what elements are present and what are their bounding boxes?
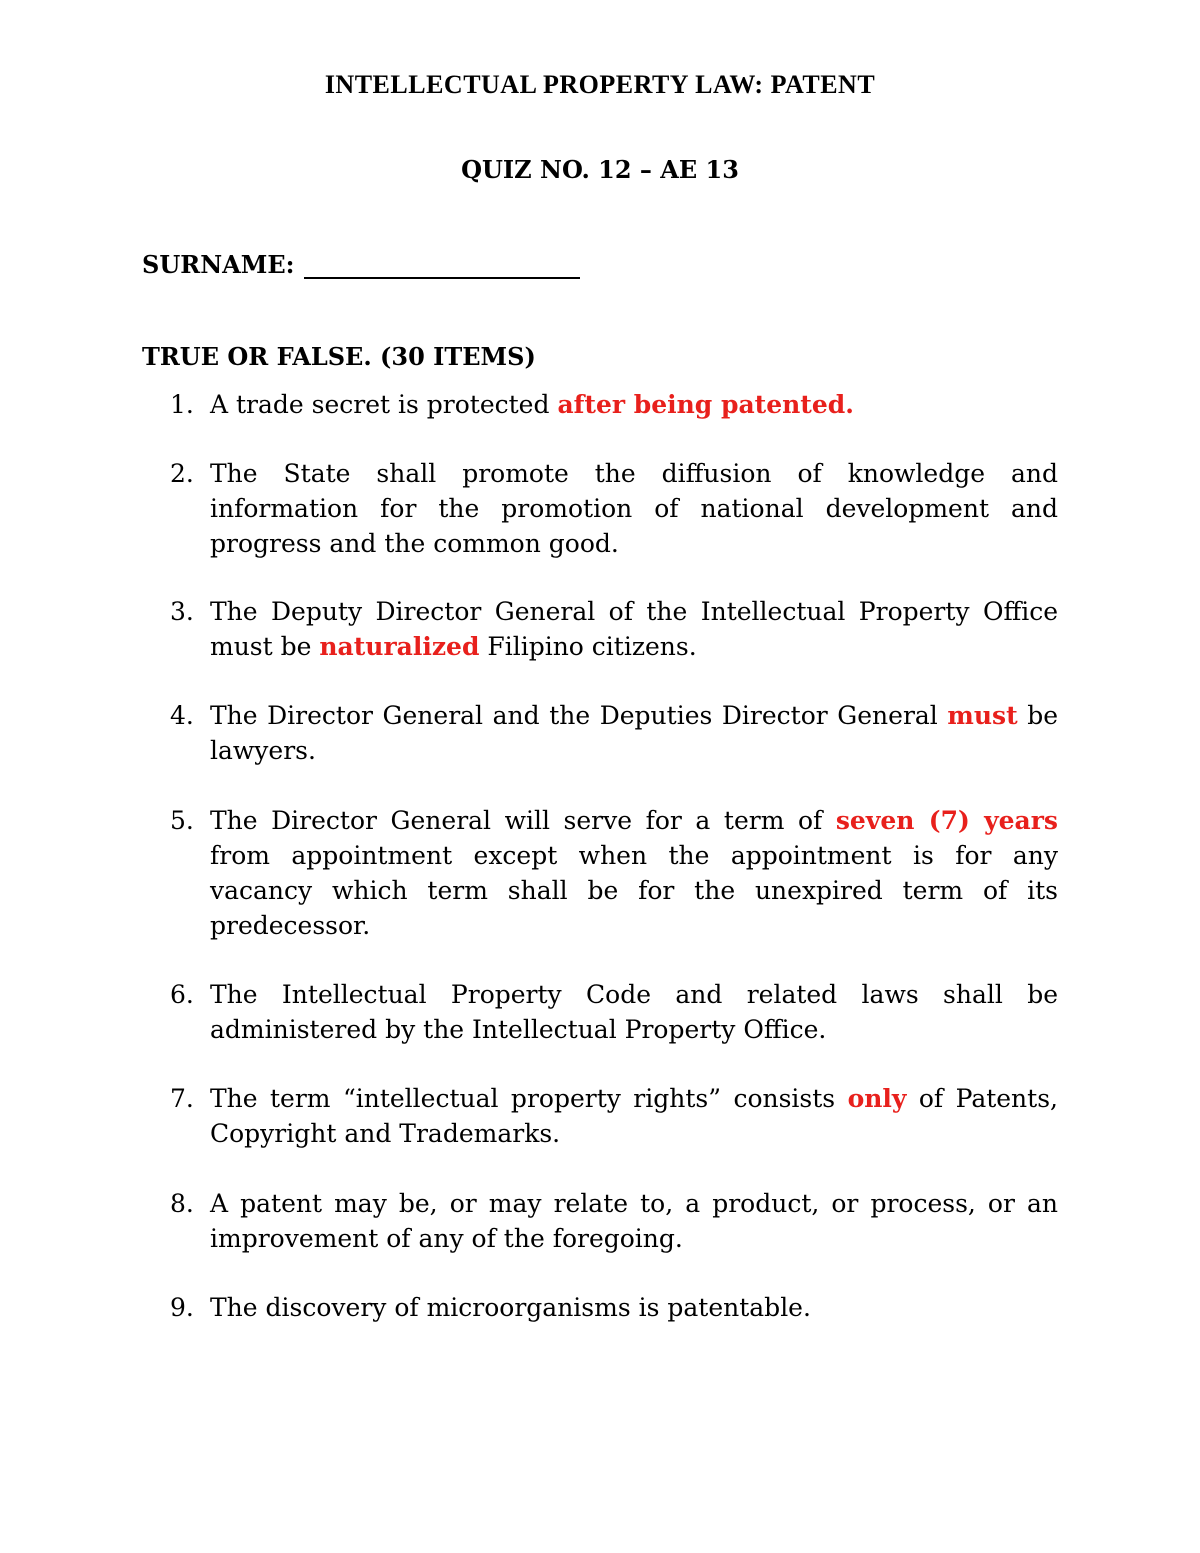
item-number: 3. (170, 597, 194, 626)
surname-field (142, 250, 580, 279)
item-text: The term “intellectual property rights” consists only of Patents, Copyright and Trademarks. (210, 1084, 1058, 1148)
item-number: 7. (170, 1084, 194, 1113)
item-number: 8. (170, 1189, 194, 1218)
highlighted-phrase: after being patented. (557, 390, 854, 419)
quiz-item-6 (170, 977, 1058, 1047)
item-text: The Director General and the Deputies Director General must be lawyers. (210, 701, 1059, 765)
quiz-item-4 (170, 698, 1058, 768)
item-number: 1. (170, 390, 194, 419)
item-text: A trade secret is protected after being patented. (210, 390, 854, 419)
section-heading: TRUE OR FALSE. (30 ITEMS) (142, 342, 536, 371)
quiz-item-7 (170, 1081, 1058, 1151)
quiz-number: QUIZ NO. 12 – AE 13 (461, 155, 739, 184)
quiz-item-1 (170, 387, 1058, 422)
highlighted-phrase: must (947, 701, 1018, 730)
quiz-item-9 (170, 1290, 1058, 1325)
item-text: The Intellectual Property Code and related laws shall be administered by the Intellectual Property Office. (210, 980, 1058, 1044)
item-text: The State shall promote the diffusion of knowledge and information for the promotion of national development and progress and the common good. (210, 459, 1058, 558)
item-number: 6. (170, 980, 194, 1009)
quiz-item-3 (170, 594, 1058, 664)
highlighted-phrase: naturalized (319, 632, 480, 661)
item-number: 9. (170, 1293, 194, 1322)
item-text: A patent may be, or may relate to, a product, or process, or an improvement of any of the foregoing. (210, 1189, 1058, 1253)
highlighted-phrase: seven (7) years (835, 806, 1059, 835)
quiz-item-5 (170, 803, 1058, 943)
quiz-item-8 (170, 1186, 1058, 1256)
highlighted-phrase: only (847, 1084, 907, 1113)
item-number: 5. (170, 806, 194, 835)
quiz-item-2 (170, 456, 1058, 561)
item-number: 2. (170, 459, 194, 488)
item-text: The Deputy Director General of the Intellectual Property Office must be naturalized Filipino citizens. (210, 597, 1058, 661)
surname-blank-line (304, 253, 580, 279)
item-text: The discovery of microorganisms is patentable. (210, 1293, 811, 1322)
item-number: 4. (170, 701, 194, 730)
surname-label: SURNAME: (142, 250, 295, 279)
document-title: INTELLECTUAL PROPERTY LAW: PATENT (324, 70, 876, 99)
item-text: The Director General will serve for a term of seven (7) years from appointment except when the appointment is for any vacancy which term shall be for the unexpired term of its predecessor. (210, 806, 1059, 940)
